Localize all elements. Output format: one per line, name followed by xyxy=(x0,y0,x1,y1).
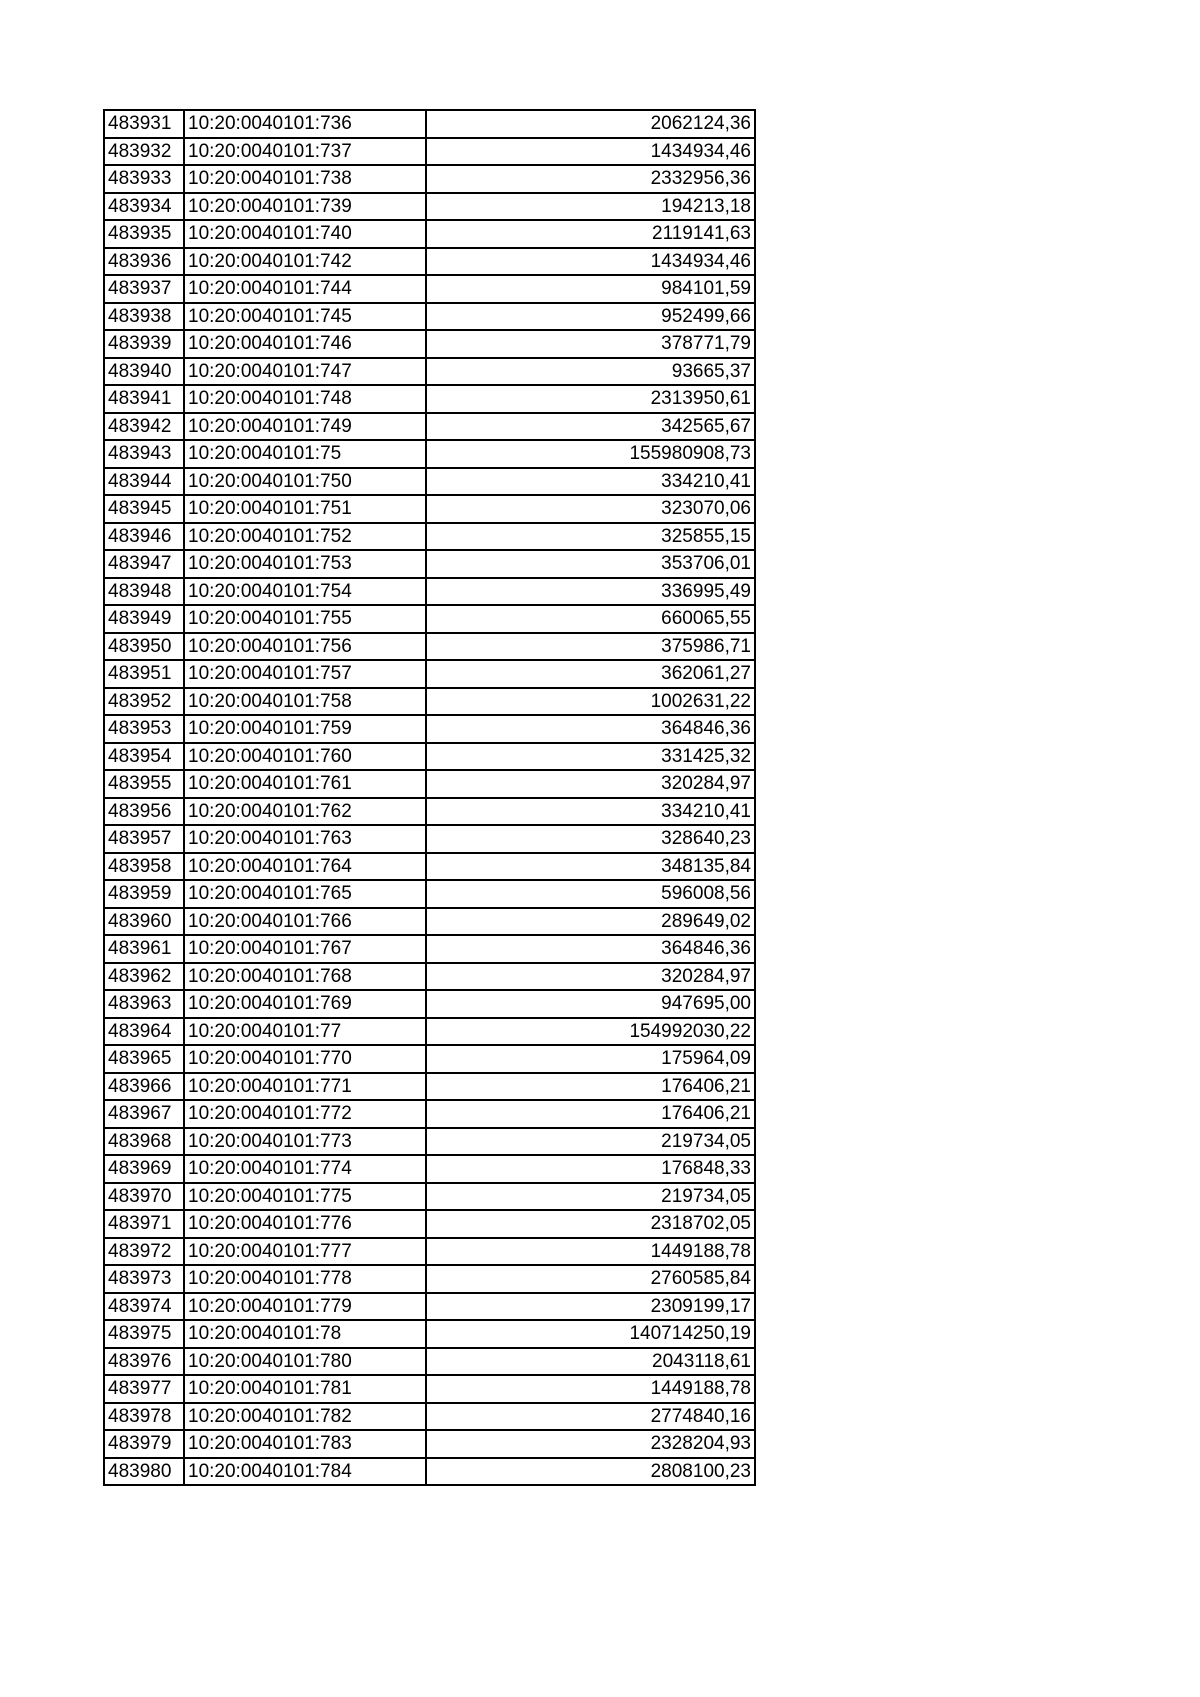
table-row xyxy=(104,303,755,331)
cadastral-number-cell: 10:20:0040101:755 xyxy=(184,605,426,633)
table-row xyxy=(104,495,755,523)
value-cell: 155980908,73 xyxy=(426,440,755,468)
table-row xyxy=(104,715,755,743)
value-cell: 596008,56 xyxy=(426,880,755,908)
row-id-cell: 483940 xyxy=(104,358,184,386)
table-row xyxy=(104,1430,755,1458)
cadastral-number-cell: 10:20:0040101:767 xyxy=(184,935,426,963)
table-row xyxy=(104,633,755,661)
table-row xyxy=(104,1018,755,1046)
cadastral-number-cell: 10:20:0040101:757 xyxy=(184,660,426,688)
value-cell: 323070,06 xyxy=(426,495,755,523)
value-cell: 2119141,63 xyxy=(426,220,755,248)
value-cell: 2760585,84 xyxy=(426,1265,755,1293)
table-row xyxy=(104,1265,755,1293)
value-cell: 2332956,36 xyxy=(426,165,755,193)
row-id-cell: 483961 xyxy=(104,935,184,963)
value-cell: 93665,37 xyxy=(426,358,755,386)
table-row xyxy=(104,853,755,881)
cadastral-number-cell: 10:20:0040101:745 xyxy=(184,303,426,331)
row-id-cell: 483945 xyxy=(104,495,184,523)
table-row xyxy=(104,358,755,386)
value-cell: 1449188,78 xyxy=(426,1238,755,1266)
row-id-cell: 483944 xyxy=(104,468,184,496)
row-id-cell: 483965 xyxy=(104,1045,184,1073)
cadastral-number-cell: 10:20:0040101:772 xyxy=(184,1100,426,1128)
row-id-cell: 483956 xyxy=(104,798,184,826)
value-cell: 364846,36 xyxy=(426,935,755,963)
cadastral-number-cell: 10:20:0040101:782 xyxy=(184,1403,426,1431)
cadastral-number-cell: 10:20:0040101:739 xyxy=(184,193,426,221)
row-id-cell: 483963 xyxy=(104,990,184,1018)
cadastral-number-cell: 10:20:0040101:751 xyxy=(184,495,426,523)
cadastral-number-cell: 10:20:0040101:752 xyxy=(184,523,426,551)
cadastral-number-cell: 10:20:0040101:748 xyxy=(184,385,426,413)
cadastral-number-cell: 10:20:0040101:784 xyxy=(184,1458,426,1486)
table-row xyxy=(104,385,755,413)
table-row xyxy=(104,550,755,578)
cadastral-number-cell: 10:20:0040101:749 xyxy=(184,413,426,441)
value-cell: 219734,05 xyxy=(426,1128,755,1156)
cadastral-number-cell: 10:20:0040101:75 xyxy=(184,440,426,468)
table-row xyxy=(104,523,755,551)
value-cell: 140714250,19 xyxy=(426,1320,755,1348)
row-id-cell: 483969 xyxy=(104,1155,184,1183)
row-id-cell: 483974 xyxy=(104,1293,184,1321)
value-cell: 176848,33 xyxy=(426,1155,755,1183)
table-row xyxy=(104,1155,755,1183)
row-id-cell: 483972 xyxy=(104,1238,184,1266)
table-row xyxy=(104,963,755,991)
value-cell: 660065,55 xyxy=(426,605,755,633)
table-row xyxy=(104,1348,755,1376)
table-row xyxy=(104,1128,755,1156)
table-row xyxy=(104,660,755,688)
cadastral-number-cell: 10:20:0040101:750 xyxy=(184,468,426,496)
table-row xyxy=(104,468,755,496)
table-row xyxy=(104,1073,755,1101)
cadastral-number-cell: 10:20:0040101:776 xyxy=(184,1210,426,1238)
row-id-cell: 483939 xyxy=(104,330,184,358)
table-row xyxy=(104,1183,755,1211)
table-row xyxy=(104,743,755,771)
row-id-cell: 483973 xyxy=(104,1265,184,1293)
value-cell: 336995,49 xyxy=(426,578,755,606)
table-row xyxy=(104,138,755,166)
value-cell: 334210,41 xyxy=(426,798,755,826)
row-id-cell: 483932 xyxy=(104,138,184,166)
table-row xyxy=(104,935,755,963)
row-id-cell: 483948 xyxy=(104,578,184,606)
value-cell: 2043118,61 xyxy=(426,1348,755,1376)
table-row xyxy=(104,880,755,908)
cadastral-number-cell: 10:20:0040101:737 xyxy=(184,138,426,166)
row-id-cell: 483960 xyxy=(104,908,184,936)
row-id-cell: 483980 xyxy=(104,1458,184,1486)
table-row xyxy=(104,1293,755,1321)
cadastral-number-cell: 10:20:0040101:781 xyxy=(184,1375,426,1403)
value-cell: 2062124,36 xyxy=(426,110,755,138)
cadastral-number-cell: 10:20:0040101:774 xyxy=(184,1155,426,1183)
row-id-cell: 483967 xyxy=(104,1100,184,1128)
cadastral-number-cell: 10:20:0040101:768 xyxy=(184,963,426,991)
row-id-cell: 483966 xyxy=(104,1073,184,1101)
row-id-cell: 483957 xyxy=(104,825,184,853)
row-id-cell: 483976 xyxy=(104,1348,184,1376)
table-row xyxy=(104,1210,755,1238)
value-cell: 2318702,05 xyxy=(426,1210,755,1238)
cadastral-number-cell: 10:20:0040101:742 xyxy=(184,248,426,276)
value-cell: 947695,00 xyxy=(426,990,755,1018)
row-id-cell: 483938 xyxy=(104,303,184,331)
row-id-cell: 483962 xyxy=(104,963,184,991)
row-id-cell: 483941 xyxy=(104,385,184,413)
row-id-cell: 483936 xyxy=(104,248,184,276)
value-cell: 375986,71 xyxy=(426,633,755,661)
value-cell: 353706,01 xyxy=(426,550,755,578)
cadastral-number-cell: 10:20:0040101:759 xyxy=(184,715,426,743)
value-cell: 378771,79 xyxy=(426,330,755,358)
value-cell: 342565,67 xyxy=(426,413,755,441)
table-row xyxy=(104,220,755,248)
value-cell: 364846,36 xyxy=(426,715,755,743)
cadastral-number-cell: 10:20:0040101:746 xyxy=(184,330,426,358)
cadastral-number-cell: 10:20:0040101:783 xyxy=(184,1430,426,1458)
value-cell: 176406,21 xyxy=(426,1100,755,1128)
row-id-cell: 483953 xyxy=(104,715,184,743)
row-id-cell: 483950 xyxy=(104,633,184,661)
cadastral-number-cell: 10:20:0040101:738 xyxy=(184,165,426,193)
value-cell: 2808100,23 xyxy=(426,1458,755,1486)
table-row xyxy=(104,165,755,193)
value-cell: 175964,09 xyxy=(426,1045,755,1073)
table-row xyxy=(104,1403,755,1431)
value-cell: 984101,59 xyxy=(426,275,755,303)
table-row xyxy=(104,908,755,936)
cadastral-number-cell: 10:20:0040101:753 xyxy=(184,550,426,578)
cadastral-number-cell: 10:20:0040101:754 xyxy=(184,578,426,606)
cadastral-number-cell: 10:20:0040101:771 xyxy=(184,1073,426,1101)
cadastral-value-table xyxy=(103,109,756,1486)
value-cell: 325855,15 xyxy=(426,523,755,551)
cadastral-number-cell: 10:20:0040101:766 xyxy=(184,908,426,936)
row-id-cell: 483959 xyxy=(104,880,184,908)
value-cell: 1002631,22 xyxy=(426,688,755,716)
table-row xyxy=(104,770,755,798)
value-cell: 2313950,61 xyxy=(426,385,755,413)
cadastral-number-cell: 10:20:0040101:77 xyxy=(184,1018,426,1046)
cadastral-number-cell: 10:20:0040101:775 xyxy=(184,1183,426,1211)
cadastral-number-cell: 10:20:0040101:770 xyxy=(184,1045,426,1073)
table-row xyxy=(104,825,755,853)
cadastral-number-cell: 10:20:0040101:769 xyxy=(184,990,426,1018)
table-row xyxy=(104,248,755,276)
row-id-cell: 483952 xyxy=(104,688,184,716)
row-id-cell: 483935 xyxy=(104,220,184,248)
value-cell: 320284,97 xyxy=(426,770,755,798)
cadastral-number-cell: 10:20:0040101:778 xyxy=(184,1265,426,1293)
cadastral-number-cell: 10:20:0040101:740 xyxy=(184,220,426,248)
value-cell: 2774840,16 xyxy=(426,1403,755,1431)
row-id-cell: 483958 xyxy=(104,853,184,881)
table-row xyxy=(104,1238,755,1266)
table-row xyxy=(104,578,755,606)
cadastral-number-cell: 10:20:0040101:744 xyxy=(184,275,426,303)
value-cell: 328640,23 xyxy=(426,825,755,853)
row-id-cell: 483943 xyxy=(104,440,184,468)
row-id-cell: 483970 xyxy=(104,1183,184,1211)
row-id-cell: 483949 xyxy=(104,605,184,633)
value-cell: 194213,18 xyxy=(426,193,755,221)
value-cell: 1434934,46 xyxy=(426,248,755,276)
cadastral-number-cell: 10:20:0040101:765 xyxy=(184,880,426,908)
cadastral-number-cell: 10:20:0040101:762 xyxy=(184,798,426,826)
table-row xyxy=(104,990,755,1018)
value-cell: 320284,97 xyxy=(426,963,755,991)
row-id-cell: 483942 xyxy=(104,413,184,441)
table-body xyxy=(104,110,755,1485)
table-row xyxy=(104,330,755,358)
row-id-cell: 483951 xyxy=(104,660,184,688)
table-row xyxy=(104,1100,755,1128)
value-cell: 1449188,78 xyxy=(426,1375,755,1403)
table-row xyxy=(104,110,755,138)
row-id-cell: 483937 xyxy=(104,275,184,303)
value-cell: 2328204,93 xyxy=(426,1430,755,1458)
table-row xyxy=(104,275,755,303)
table-row xyxy=(104,605,755,633)
row-id-cell: 483977 xyxy=(104,1375,184,1403)
cadastral-number-cell: 10:20:0040101:760 xyxy=(184,743,426,771)
row-id-cell: 483931 xyxy=(104,110,184,138)
value-cell: 348135,84 xyxy=(426,853,755,881)
table-row xyxy=(104,1045,755,1073)
row-id-cell: 483954 xyxy=(104,743,184,771)
value-cell: 362061,27 xyxy=(426,660,755,688)
row-id-cell: 483964 xyxy=(104,1018,184,1046)
cadastral-number-cell: 10:20:0040101:758 xyxy=(184,688,426,716)
value-cell: 2309199,17 xyxy=(426,1293,755,1321)
row-id-cell: 483946 xyxy=(104,523,184,551)
value-cell: 219734,05 xyxy=(426,1183,755,1211)
cadastral-number-cell: 10:20:0040101:747 xyxy=(184,358,426,386)
value-cell: 1434934,46 xyxy=(426,138,755,166)
row-id-cell: 483947 xyxy=(104,550,184,578)
value-cell: 176406,21 xyxy=(426,1073,755,1101)
value-cell: 952499,66 xyxy=(426,303,755,331)
table-row xyxy=(104,440,755,468)
value-cell: 334210,41 xyxy=(426,468,755,496)
cadastral-number-cell: 10:20:0040101:763 xyxy=(184,825,426,853)
row-id-cell: 483979 xyxy=(104,1430,184,1458)
table-row xyxy=(104,193,755,221)
cadastral-number-cell: 10:20:0040101:736 xyxy=(184,110,426,138)
table-row xyxy=(104,1320,755,1348)
cadastral-number-cell: 10:20:0040101:756 xyxy=(184,633,426,661)
table-row xyxy=(104,1375,755,1403)
cadastral-number-cell: 10:20:0040101:777 xyxy=(184,1238,426,1266)
row-id-cell: 483968 xyxy=(104,1128,184,1156)
value-cell: 331425,32 xyxy=(426,743,755,771)
cadastral-number-cell: 10:20:0040101:761 xyxy=(184,770,426,798)
row-id-cell: 483975 xyxy=(104,1320,184,1348)
cadastral-number-cell: 10:20:0040101:764 xyxy=(184,853,426,881)
table-row xyxy=(104,413,755,441)
row-id-cell: 483971 xyxy=(104,1210,184,1238)
cadastral-number-cell: 10:20:0040101:780 xyxy=(184,1348,426,1376)
row-id-cell: 483934 xyxy=(104,193,184,221)
value-cell: 289649,02 xyxy=(426,908,755,936)
row-id-cell: 483955 xyxy=(104,770,184,798)
table-row xyxy=(104,688,755,716)
cadastral-number-cell: 10:20:0040101:773 xyxy=(184,1128,426,1156)
table-row xyxy=(104,1458,755,1486)
row-id-cell: 483933 xyxy=(104,165,184,193)
table-row xyxy=(104,798,755,826)
value-cell: 154992030,22 xyxy=(426,1018,755,1046)
cadastral-number-cell: 10:20:0040101:779 xyxy=(184,1293,426,1321)
row-id-cell: 483978 xyxy=(104,1403,184,1431)
cadastral-number-cell: 10:20:0040101:78 xyxy=(184,1320,426,1348)
